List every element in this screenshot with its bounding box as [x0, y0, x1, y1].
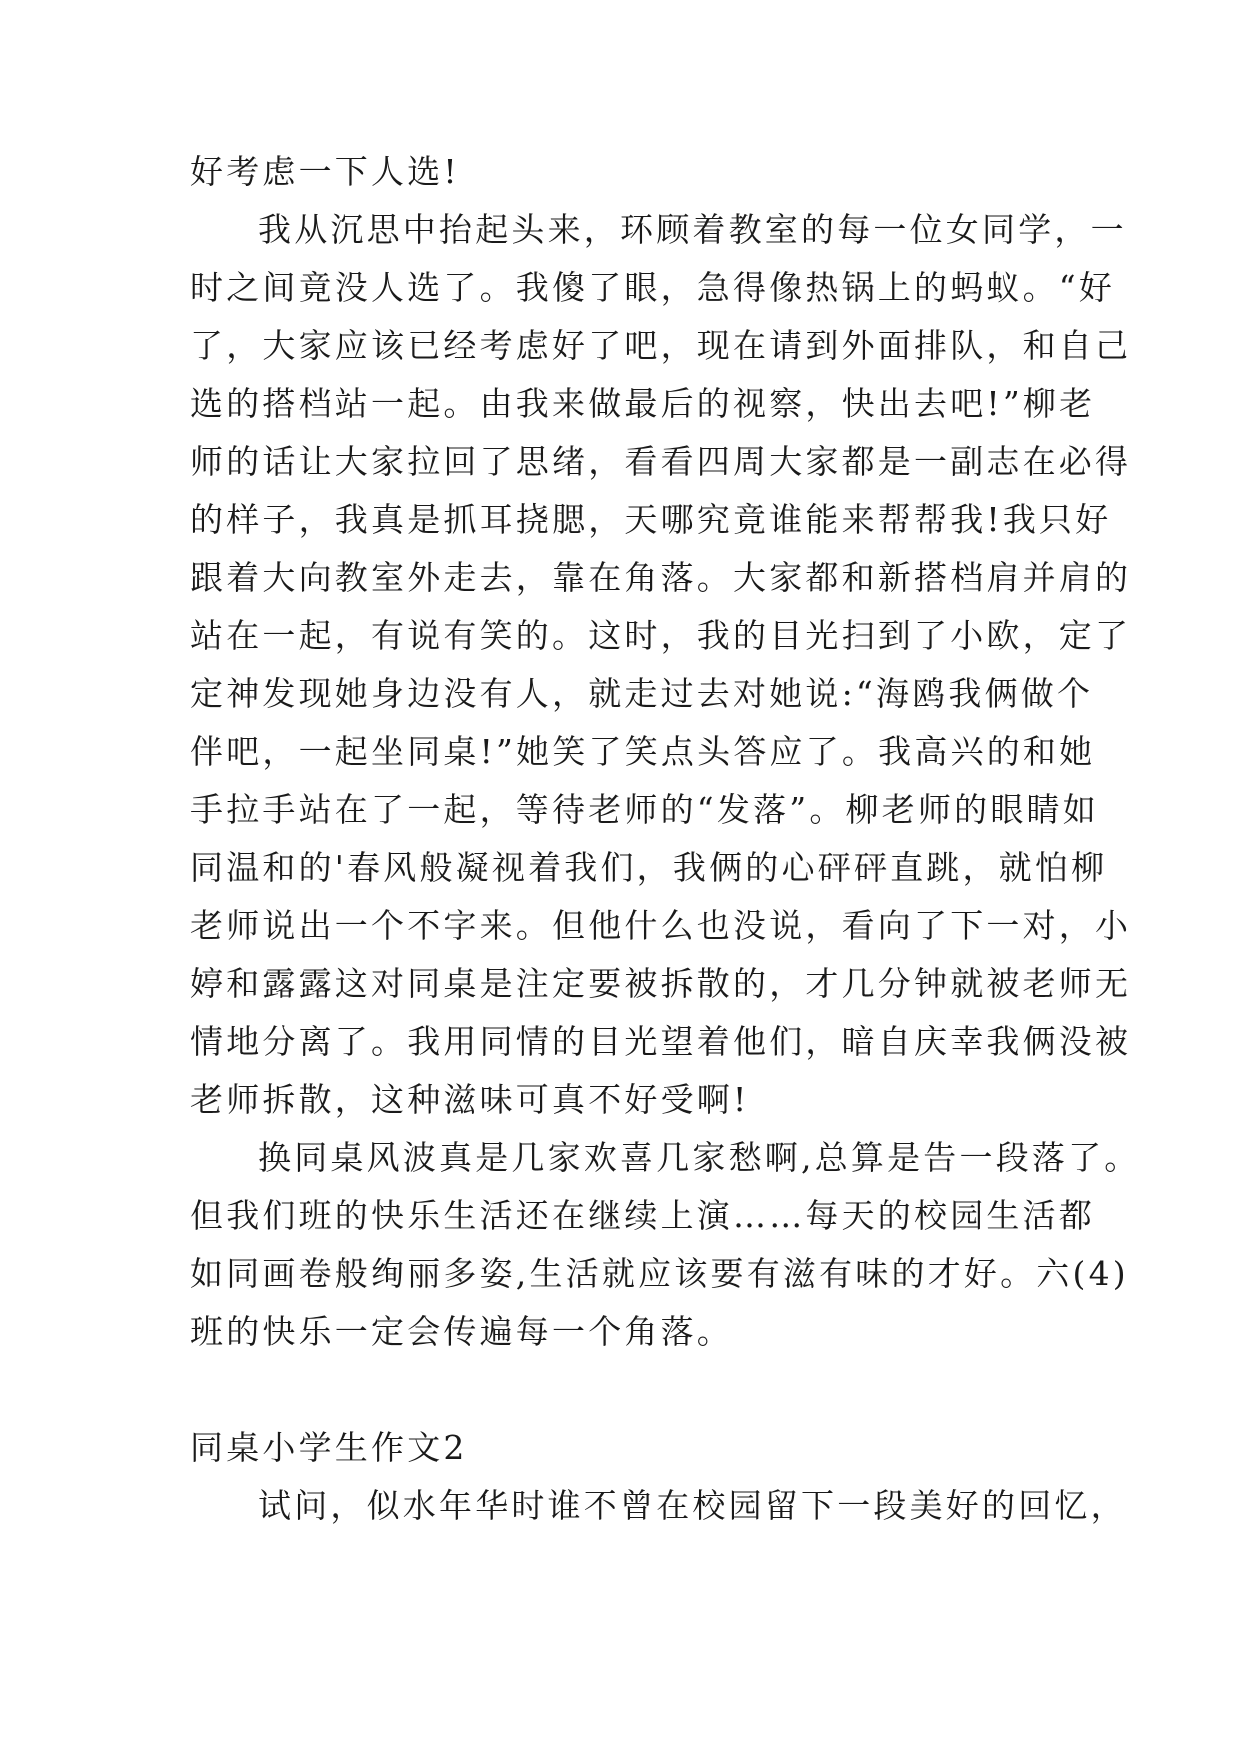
paragraph-line: 但我们班的快乐生活还在继续上演……每天的校园生活都 — [190, 1196, 1095, 1235]
paragraph-line: 定神发现她身边没有人，就走过去对她说:“海鸥我俩做个 — [190, 674, 1094, 713]
paragraph-line: 的样子，我真是抓耳挠腮，天哪究竟谁能来帮帮我!我只好 — [190, 500, 1112, 539]
section-heading: 同桌小学生作文2 — [190, 1428, 468, 1467]
paragraph-line: 时之间竟没人选了。我傻了眼，急得像热锅上的蚂蚁。“好 — [190, 268, 1116, 307]
paragraph-line: 手拉手站在了一起，等待老师的“发落”。柳老师的眼睛如 — [190, 790, 1099, 829]
paragraph-line: 站在一起，有说有笑的。这时，我的目光扫到了小欧，定了 — [190, 616, 1132, 655]
paragraph-line: 选的搭档站一起。由我来做最后的视察，快出去吧!”柳老 — [190, 384, 1096, 423]
paragraph-line: 同温和的'春风般凝视着我们，我俩的心砰砰直跳，就怕柳 — [190, 848, 1108, 887]
paragraph-line: 情地分离了。我用同情的目光望着他们，暗自庆幸我俩没被 — [190, 1022, 1132, 1061]
paragraph-line: 试问，似水年华时谁不曾在校园留下一段美好的回忆， — [258, 1486, 1127, 1525]
paragraph-line: 班的快乐一定会传遍每一个角落。 — [190, 1312, 733, 1351]
paragraph-line: 师的话让大家拉回了思绪，看看四周大家都是一副志在必得 — [190, 442, 1132, 481]
paragraph-line: 如同画卷般绚丽多姿,生活就应该要有滋有味的才好。六(4) — [190, 1254, 1129, 1293]
paragraph-line: 我从沉思中抬起头来，环顾着教室的每一位女同学，一 — [258, 210, 1127, 249]
paragraph-line: 跟着大向教室外走去，靠在角落。大家都和新搭档肩并肩的 — [190, 558, 1132, 597]
paragraph-line: 好考虑一下人选! — [190, 152, 460, 191]
paragraph-line: 婷和露露这对同桌是注定要被拆散的，才几分钟就被老师无 — [190, 964, 1132, 1003]
paragraph-line: 老师说出一个不字来。但他什么也没说，看向了下一对，小 — [190, 906, 1132, 945]
paragraph-line: 了，大家应该已经考虑好了吧，现在请到外面排队，和自己 — [190, 326, 1132, 365]
paragraph-line: 换同桌风波真是几家欢喜几家愁啊,总算是告一段落了。 — [258, 1138, 1141, 1177]
paragraph-line: 伴吧，一起坐同桌!”她笑了笑点头答应了。我高兴的和她 — [190, 732, 1096, 771]
paragraph-line: 老师拆散，这种滋味可真不好受啊! — [190, 1080, 750, 1119]
